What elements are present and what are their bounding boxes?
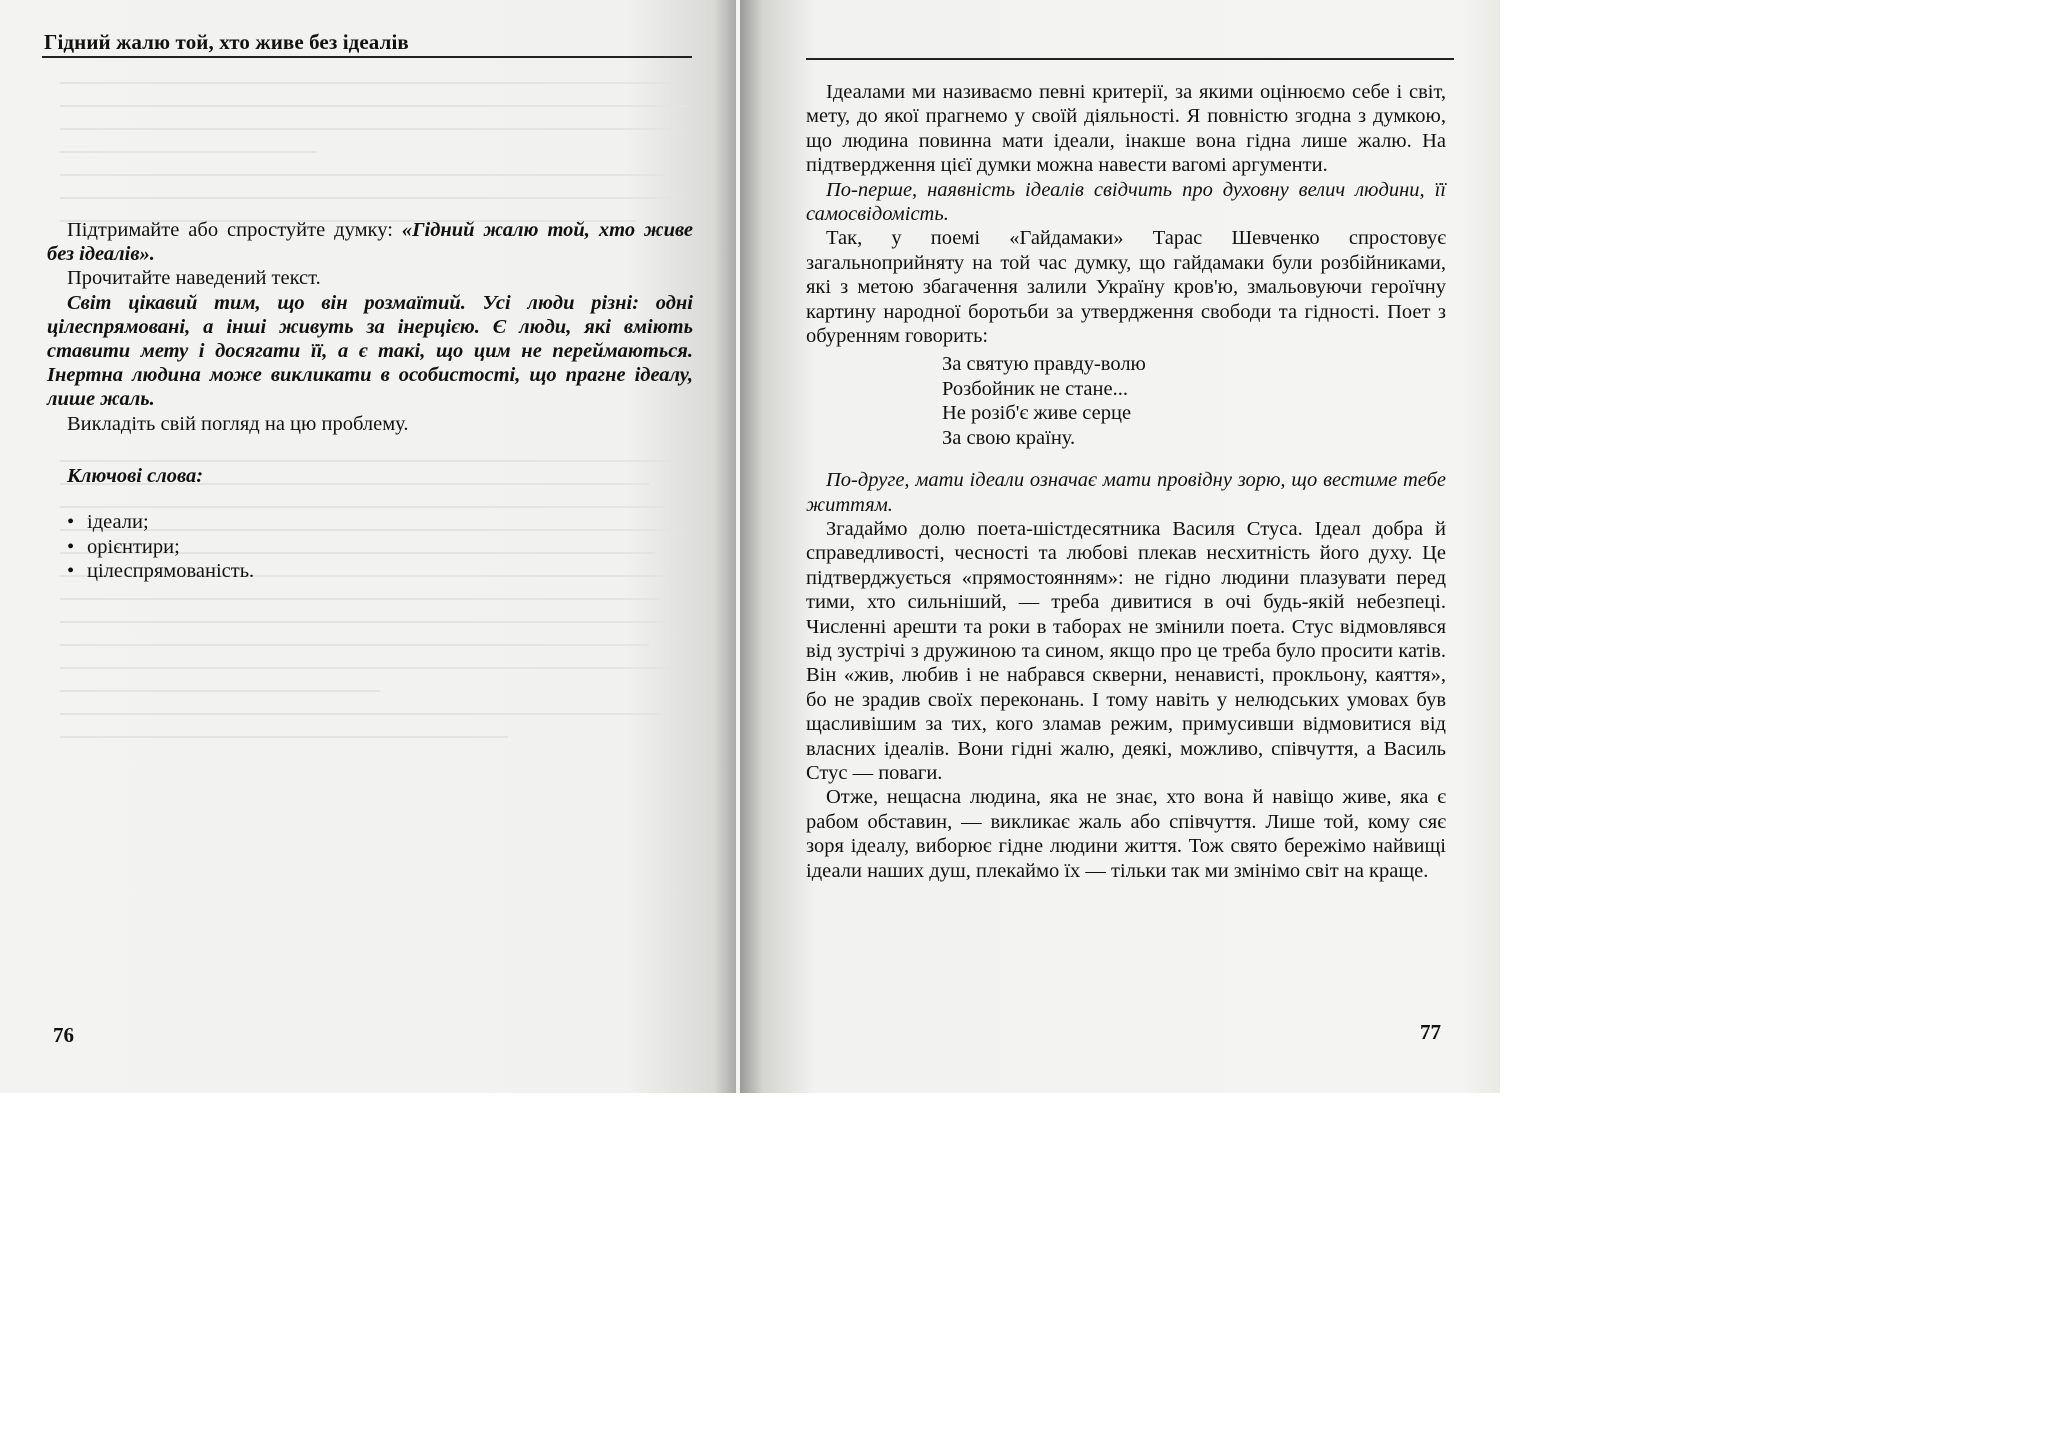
keywords-title: Ключові слова:: [67, 464, 204, 487]
task-statement: [47, 218, 693, 266]
argument-1: По-перше, наявність ідеалів свідчить про духовну велич людини, її самосвідомість.: [806, 178, 1446, 226]
poem-line: За святую правду-волю: [942, 353, 1146, 376]
keywords-list: [67, 510, 693, 584]
header-rule-right: [806, 58, 1454, 60]
argument-2: По-друге, мати ідеали означає мати провідну зорю, що вестиме тебе життям.: [806, 469, 1446, 516]
keyword-item: • орієнтири;: [67, 535, 693, 560]
keyword-item: • ідеали;: [67, 510, 693, 535]
page-number-left: 76: [53, 1023, 74, 1047]
task-prefix: Підтримайте або спростуйте думку:: [67, 219, 402, 241]
essay-paragraph-3: Згадаймо долю поета-шістдесятника Василя Стуса. Ідеал добра й справедливості, чесності та любові плекав несхитність його духу. Це підтверджується «прямостоянням»: не гідно людини плазувати перед тими, хто сильніший, — треба дивитися в очі будь-якій небезпеці. Численні арешти та роки в таборах не змінили поета. Стус відмовлявся від зустрічі з дружиною та сином, якщо про це треба було просити катів. Він «жив, любив і не набрався скверни, ненависті, прокльону, каяття», бо не зрадив своїх переконань. І тому навіть у нелюдських умовах був щасливішим за тих, кого зламав режим, примусивши відмовитися від власних ідеалів. Вони гідні жалю, деякі, можливо, співчуття, а Василь Стус — поваги.: [806, 517, 1446, 784]
essay-conclusion: Отже, нещасна людина, яка не знає, хто вона й навіщо живе, яка є рабом обставин, — викликає жаль або співчуття. Лише той, кому сяє зоря ідеалу, виборює гідне людини життя. Тож свято бережімо найвищі ідеали наших душ, плекаймо їх — тільки так ми змінімо світ на краще.: [806, 786, 1446, 882]
page-number-right: 77: [1420, 1020, 1441, 1044]
poem-line: Не розіб'є живе серце: [942, 402, 1132, 425]
keyword-item: • цілеспрямованість.: [67, 559, 693, 584]
essay-paragraph-2: Так, у поемі «Гайдамаки» Тарас Шевченко спростовує загальноприйняту на той час думку, що гайдамаки були розбійниками, які з метою збагачення залили Україну кров'ю, змальовуючи героїчну картину народної боротьби за утвердження свободи та гідності. Поет з обуренням говорить:: [806, 227, 1446, 348]
task-quote: «Гідний жалю той, хто живе без ідеалів».: [47, 219, 693, 266]
outline-instruction: Викладіть свій погляд на цю проблему.: [67, 412, 409, 435]
essay-intro: Ідеалами ми називаємо певні критерії, за якими оцінюємо себе і світ, мету, до якої прагнемо у своїй діяльності. Я повністю згодна з думкою, що людина повинна мати ідеали, інакше вона гідна лише жалю. На підтвердження цієї думки можна навести вагомі аргументи.: [806, 81, 1446, 177]
quoted-text: Світ цікавий тим, що він розмаїтий. Усі люди різні: одні цілеспрямовані, а інші живуть за інерцією. Є люди, які вміють ставити мету і досягати її, а є такі, що цим не переймаються. Інертна людина може викликати в особистості, що прагне ідеалу, лише жаль.: [47, 291, 693, 411]
read-instruction: Прочитайте наведений текст.: [67, 267, 321, 290]
essay-text: [806, 80, 1446, 883]
poem-line: За свою країну.: [942, 426, 1076, 449]
left-page: [0, 0, 736, 1093]
running-head: Гідний жалю той, хто живе без ідеалів: [44, 30, 409, 54]
header-rule: [42, 56, 692, 58]
task-block: [47, 218, 693, 584]
poem-line: Розбойник не стане...: [942, 377, 1128, 400]
poem-quote: [942, 352, 1446, 450]
